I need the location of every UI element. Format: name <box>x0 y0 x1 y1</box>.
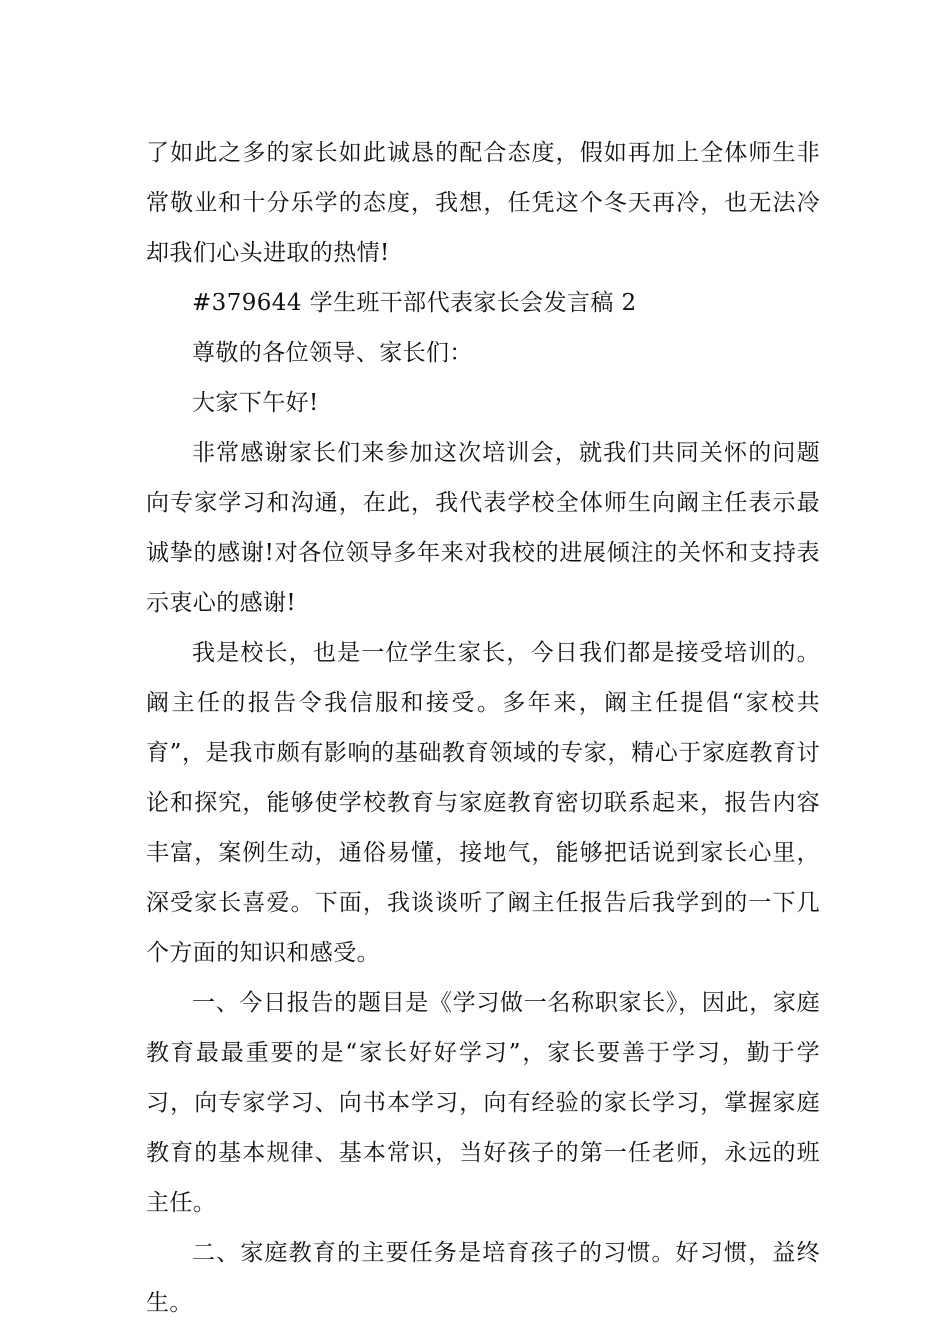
salutation: 尊敬的各位领导、家长们： <box>192 340 473 366</box>
paragraph-introduction: 我是校长，也是一位学生家长，今日我们都是接受培训的。阚主任的报告令我信服和接受。多年来，阚主任提倡“家校共育”，是我市颇有影响的基础教育领域的专家，精心于家庭教育讨论和探究，能够使学校教育与家庭教育密切联系起来，报告内容丰富，案例生动，通俗易懂，接地气，能够把话说到家长心里，深受家长喜爱。下面，我谈谈听了阚主任报告后我学到的一下几个方面的知识和感受。 <box>146 640 820 966</box>
greeting: 大家下午好! <box>192 390 319 416</box>
paragraph-thanks: 非常感谢家长们来参加这次培训会，就我们共同关怀的问题向专家学习和沟通，在此，我代表学校全体师生向阚主任表示最诚挚的感谢!对各位领导多年来对我校的进展倾注的关怀和支持表示衷心的感谢! <box>146 440 820 616</box>
section-heading: #379644 学生班干部代表家长会发言稿 2 <box>192 290 637 316</box>
paragraph-point-two: 二、家庭教育的主要任务是培育孩子的习惯。好习惯，益终生。 <box>146 1240 820 1316</box>
paragraph-point-one: 一、今日报告的题目是《学习做一名称职家长》，因此，家庭教育最最重要的是“家长好好学习”，家长要善于学习，勤于学习，向专家学习、向书本学习，向有经验的家长学习，掌握家庭教育的基本规律、基本常识，当好孩子的第一任老师，永远的班主任。 <box>146 990 820 1216</box>
document-body <box>146 128 820 1328</box>
paragraph-continuation: 了如此之多的家长如此诚恳的配合态度，假如再加上全体师生非常敬业和十分乐学的态度，我想，任凭这个冬天再冷，也无法冷却我们心头进取的热情! <box>146 140 820 266</box>
